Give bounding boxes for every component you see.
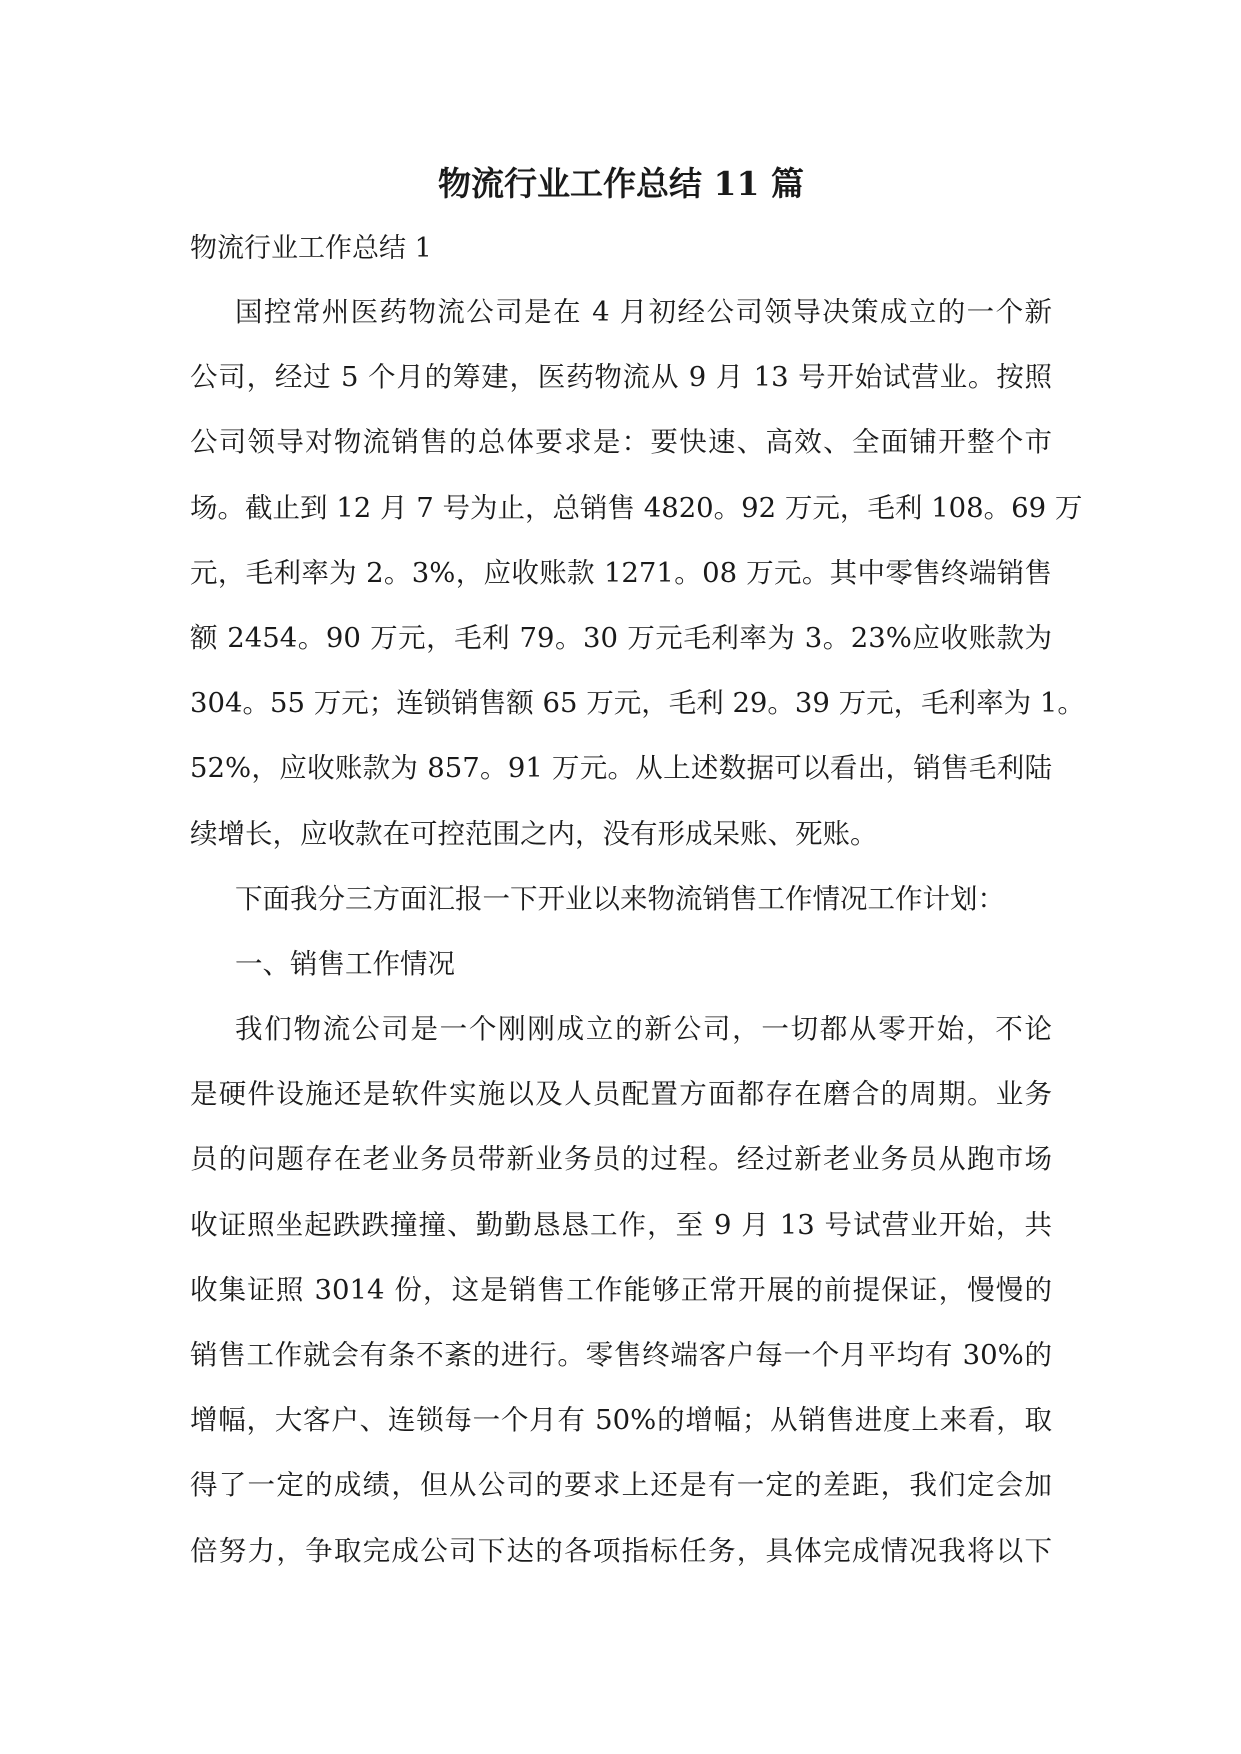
document-title: 物流行业工作总结 11 篇: [438, 164, 804, 203]
text-line: 增幅，大客户、连锁每一个月有 50%的增幅；从销售进度上来看，取: [190, 1404, 1052, 1437]
text-line: 是硬件设施还是软件实施以及人员配置方面都存在磨合的周期。业务: [190, 1078, 1052, 1111]
section-heading: 物流行业工作总结 1: [190, 233, 432, 264]
text-line: 52%，应收账款为 857。91 万元。从上述数据可以看出，销售毛利陆: [190, 752, 1052, 785]
text-line: 304。55 万元；连锁销售额 65 万元，毛利 29。39 万元，毛利率为 1。: [190, 687, 1085, 720]
document-body: [190, 288, 1085, 1592]
text-line: 下面我分三方面汇报一下开业以来物流销售工作情况工作计划：: [235, 882, 1005, 915]
text-line: 收证照坐起跌跌撞撞、勤勤恳恳工作，至 9 月 13 号试营业开始，共: [190, 1208, 1052, 1241]
text-line: 收集证照 3014 份，这是销售工作能够正常开展的前提保证，慢慢的: [190, 1273, 1052, 1306]
text-line: 我们物流公司是一个刚刚成立的新公司，一切都从零开始，不论: [235, 1013, 1052, 1046]
text-line: 额 2454。90 万元，毛利 79。30 万元毛利率为 3。23%应收账款为: [190, 621, 1052, 654]
text-line: 员的问题存在老业务员带新业务员的过程。经过新老业务员从跑市场: [190, 1143, 1052, 1176]
text-line: 国控常州医药物流公司是在 4 月初经公司领导决策成立的一个新: [235, 296, 1052, 328]
text-line: 场。截止到 12 月 7 号为止，总销售 4820。92 万元，毛利 108。69 万: [190, 491, 1083, 524]
text-line: 一、销售工作情况: [235, 947, 455, 980]
text-line: 公司，经过 5 个月的筹建，医药物流从 9 月 13 号开始试营业。按照: [190, 361, 1052, 394]
text-line: 倍努力，争取完成公司下达的各项指标任务，具体完成情况我将以下: [190, 1534, 1052, 1567]
text-line: 得了一定的成绩，但从公司的要求上还是有一定的差距，我们定会加: [190, 1469, 1052, 1502]
text-line: 元，毛利率为 2。3%，应收账款 1271。08 万元。其中零售终端销售: [190, 556, 1052, 589]
text-line: 公司领导对物流销售的总体要求是：要快速、高效、全面铺开整个市: [190, 426, 1052, 459]
text-line: 续增长，应收款在可控范围之内，没有形成呆账、死账。: [190, 817, 878, 850]
text-line: 销售工作就会有条不紊的进行。零售终端客户每一个月平均有 30%的: [190, 1339, 1052, 1371]
